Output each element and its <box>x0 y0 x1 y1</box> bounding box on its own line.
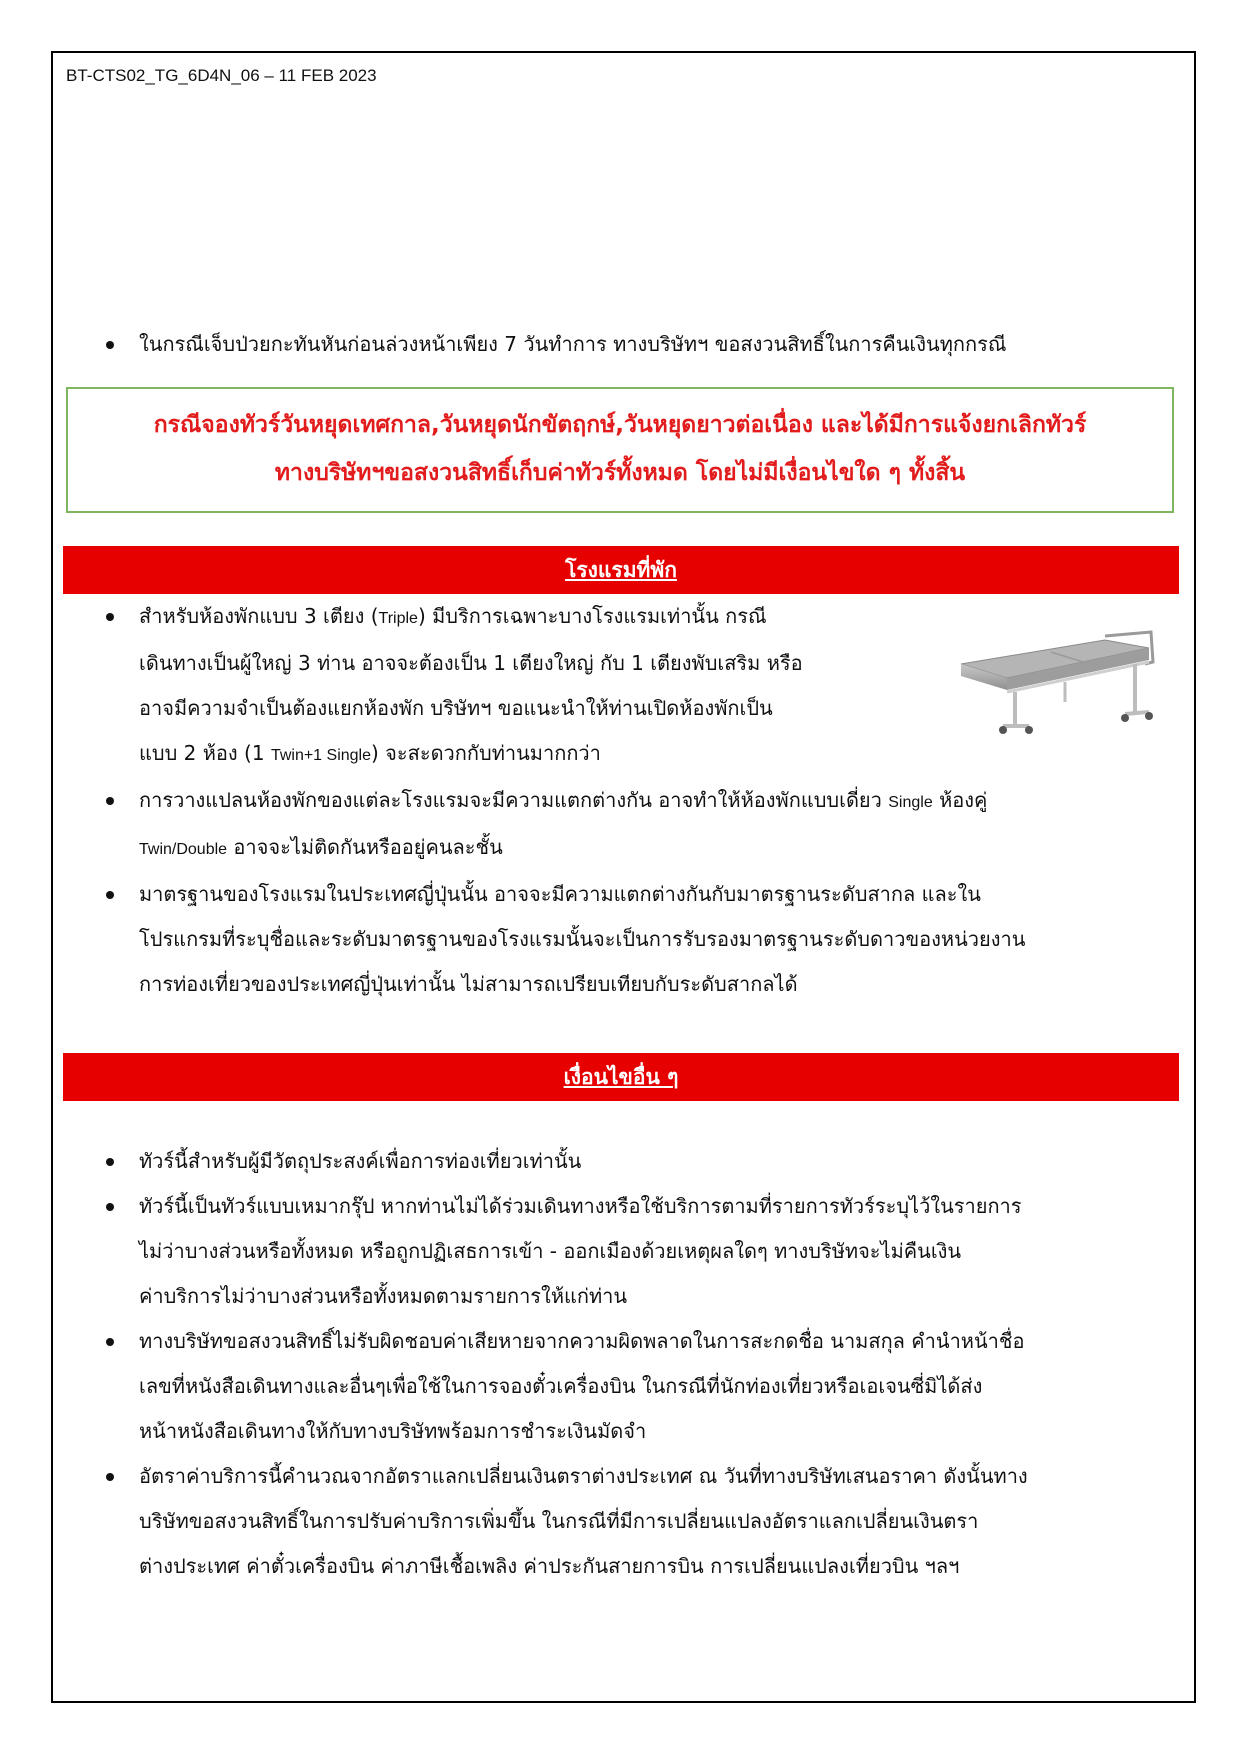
bullet-dot-icon <box>106 613 114 621</box>
text-line: อาจจะไม่ติดกันหรืออยู่คนละชั้น <box>227 835 503 859</box>
bullet-dot-icon <box>106 797 114 805</box>
bullet-dot-icon <box>106 1158 114 1166</box>
document-id: BT-CTS02_TG_6D4N_06 – 11 FEB 2023 <box>66 66 377 85</box>
text-line: ค่าบริการไม่ว่าบางส่วนหรือทั้งหมดตามรายการให้แก่ท่าน <box>139 1284 628 1308</box>
text-line: หน้าหนังสือเดินทางให้กับทางบริษัทพร้อมการชำระเงินมัดจำ <box>139 1419 647 1443</box>
list-item <box>101 1139 1028 1184</box>
room-type-single: Single <box>888 794 933 811</box>
text-line: ทัวร์นี้สำหรับผู้มีวัตถุประสงค์เพื่อการท่องเที่ยวเท่านั้น <box>139 1149 582 1173</box>
text-line: เดินทางเป็นผู้ใหญ่ 3 ท่าน อาจจะต้องเป็น 1 เตียงใหญ่ กับ 1 เตียงพับเสริม หรือ <box>139 651 803 675</box>
room-type-twin-single: Twin+1 Single <box>270 747 371 764</box>
other-conditions-title: เงื่อนไขอื่น ๆ <box>563 1065 679 1089</box>
text-line: ต่างประเทศ ค่าตั๋วเครื่องบิน ค่าภาษีเชื้อเพลิง ค่าประกันสายการบิน การเปลี่ยนแปลงเที่ยวบิน ฯลฯ <box>139 1554 960 1578</box>
list-item <box>101 594 1025 778</box>
text-line: มาตรฐานของโรงแรมในประเทศญี่ปุ่นนั้น อาจจะมีความแตกต่างกันกับมาตรฐานระดับสากล และใน <box>139 882 981 906</box>
notice-line-1: กรณีจองทัวร์วันหยุดเทศกาล,วันหยุดนักขัตฤกษ์,วันหยุดยาวต่อเนื่อง และได้มีการแจ้งยกเลิกทัวร์ <box>153 412 1087 438</box>
list-item <box>101 1184 1028 1319</box>
text-line: อัตราค่าบริการนี้คำนวณจากอัตราแลกเปลี่ยนเงินตราต่างประเทศ ณ วันที่ทางบริษัทเสนอราคา ดังนั้นทาง <box>139 1464 1028 1488</box>
cancellation-note: ในกรณีเจ็บป่วยกะทันหันก่อนล่วงหน้าเพียง 7 วันทำการ ทางบริษัทฯ ขอสงวนสิทธิ์ในการคืนเงินทุกกรณี <box>139 332 1007 356</box>
text-line: ทัวร์นี้เป็นทัวร์แบบเหมากรุ๊ป หากท่านไม่ได้ร่วมเดินทางหรือใช้บริการตามที่รายการทัวร์ระบุไว้ในรายการ <box>139 1194 1022 1218</box>
text-line: บริษัทขอสงวนสิทธิ์ในการปรับค่าบริการเพิ่มขึ้น ในกรณีที่มีการเปลี่ยนแปลงอัตราแลกเปลี่ยนเงินตรา <box>139 1509 979 1533</box>
other-conditions-list <box>101 1139 1028 1589</box>
cancellation-list <box>101 322 1006 367</box>
text-line: เลขที่หนังสือเดินทางและอื่นๆเพื่อใช้ในการจองตั๋วเครื่องบิน ในกรณีที่นักท่องเที่ยวหรือเอเจนซี่มิได้ส่ง <box>139 1374 983 1398</box>
list-item <box>101 1454 1028 1589</box>
text-line: โปรแกรมที่ระบุชื่อและระดับมาตรฐานของโรงแรมนั้นจะเป็นการรับรองมาตรฐานระดับดาวของหน่วยงาน <box>139 927 1026 951</box>
text-line: ทางบริษัทขอสงวนสิทธิ์ไม่รับผิดชอบค่าเสียหายจากความผิดพลาดในการสะกดชื่อ นามสกุล คำนำหน้าชื่อ <box>139 1329 1025 1353</box>
list-item <box>101 1319 1028 1454</box>
text-line: ห้องคู่ <box>932 788 988 812</box>
list-item <box>101 322 1006 367</box>
text-line: ) จะสะดวกกับท่านมากกว่า <box>371 741 601 765</box>
text-line: ) มีบริการเฉพาะบางโรงแรมเท่านั้น กรณี <box>417 604 767 628</box>
list-item <box>101 778 1025 872</box>
bullet-dot-icon <box>106 1338 114 1346</box>
holiday-cancellation-notice <box>66 387 1174 513</box>
bullet-dot-icon <box>106 1473 114 1481</box>
folding-bed-icon <box>955 618 1160 740</box>
bullet-dot-icon <box>106 891 114 899</box>
hotel-section-header <box>63 546 1179 594</box>
bullet-dot-icon <box>106 341 114 349</box>
hotel-list <box>101 594 1025 1007</box>
bullet-dot-icon <box>106 1203 114 1211</box>
text-line: สำหรับห้องพักแบบ 3 เตียง ( <box>139 604 379 628</box>
text-line: การวางแปลนห้องพักของแต่ละโรงแรมจะมีความแตกต่างกัน อาจทำให้ห้องพักแบบเดี่ยว <box>139 788 889 812</box>
list-item <box>101 872 1025 1007</box>
text-line: อาจมีความจำเป็นต้องแยกห้องพัก บริษัทฯ ขอแนะนำให้ท่านเปิดห้องพักเป็น <box>139 696 773 720</box>
text-line: ไม่ว่าบางส่วนหรือทั้งหมด หรือถูกปฏิเสธการเข้า - ออกเมืองด้วยเหตุผลใดๆ ทางบริษัทจะไม่คืนเงิน <box>139 1239 962 1263</box>
notice-line-2: ทางบริษัทฯขอสงวนสิทธิ์เก็บค่าทัวร์ทั้งหมด โดยไม่มีเงื่อนไขใด ๆ ทั้งสิ้น <box>274 460 966 486</box>
room-type-twin-double: Twin/Double <box>139 841 228 858</box>
hotel-section-title: โรงแรมที่พัก <box>565 558 677 582</box>
text-line: แบบ 2 ห้อง (1 <box>139 741 271 765</box>
other-conditions-header <box>63 1053 1179 1101</box>
room-type-triple: Triple <box>378 610 418 627</box>
text-line: การท่องเที่ยวของประเทศญี่ปุ่นเท่านั้น ไม่สามารถเปรียบเทียบกับระดับสากลได้ <box>139 972 798 996</box>
